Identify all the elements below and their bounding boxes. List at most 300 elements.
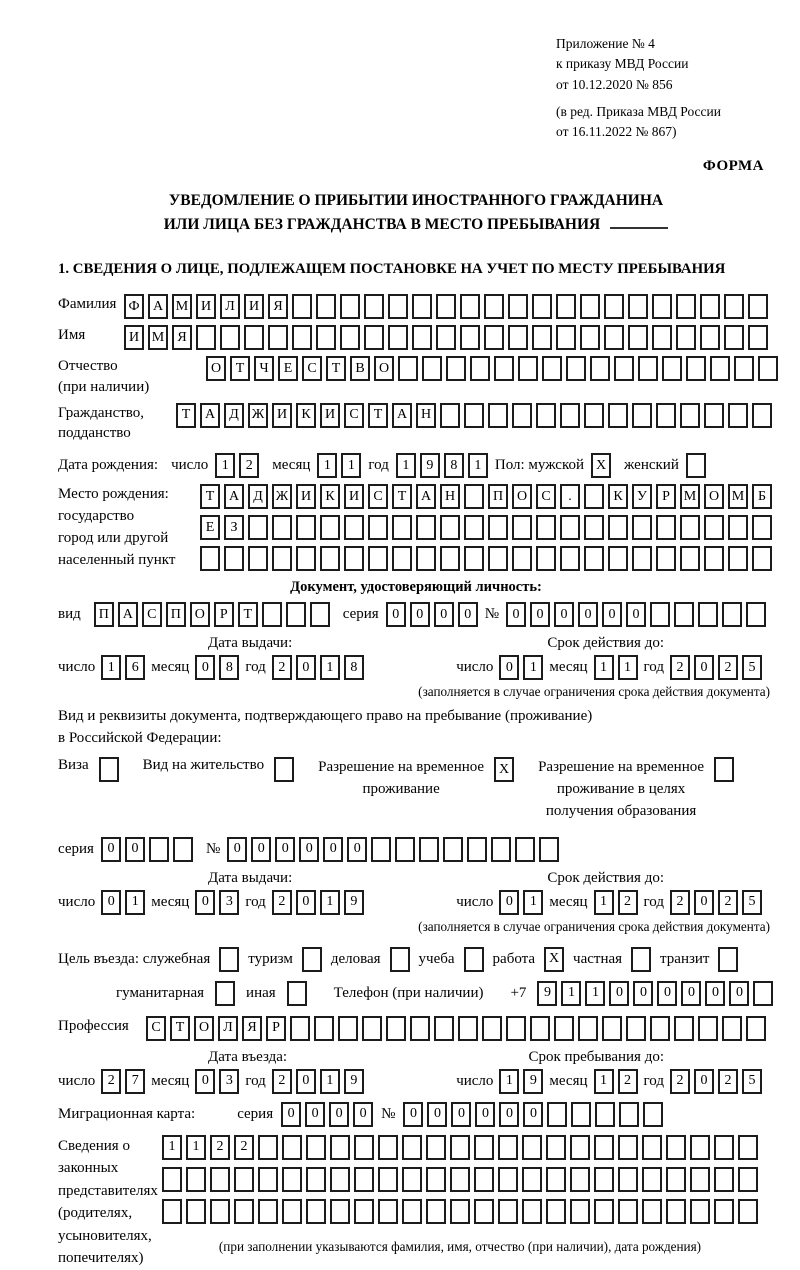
form-cell[interactable] <box>614 356 634 381</box>
form-cell[interactable]: Я <box>172 325 192 350</box>
form-cell[interactable] <box>650 1016 670 1041</box>
form-cell[interactable]: 3 <box>219 890 239 915</box>
form-cell[interactable]: 0 <box>729 981 749 1006</box>
form-cell[interactable]: М <box>172 294 192 319</box>
form-cell[interactable] <box>656 546 676 571</box>
form-cell[interactable]: Я <box>242 1016 262 1041</box>
form-cell[interactable] <box>282 1199 302 1224</box>
form-cell[interactable]: Т <box>238 602 258 627</box>
form-cell[interactable] <box>474 1199 494 1224</box>
form-cell[interactable] <box>248 546 268 571</box>
form-cell[interactable]: 2 <box>618 890 638 915</box>
form-cell[interactable]: 0 <box>299 837 319 862</box>
form-cell[interactable] <box>458 1016 478 1041</box>
form-cell[interactable]: 1 <box>594 890 614 915</box>
form-cell[interactable] <box>632 403 652 428</box>
form-cell[interactable]: 1 <box>320 1069 340 1094</box>
form-cell[interactable] <box>450 1167 470 1192</box>
form-cell[interactable] <box>162 1167 182 1192</box>
form-cell[interactable]: Т <box>392 484 412 509</box>
form-cell[interactable] <box>464 484 484 509</box>
form-cell[interactable] <box>416 515 436 540</box>
form-cell[interactable] <box>704 515 724 540</box>
form-cell[interactable] <box>714 1135 734 1160</box>
form-cell[interactable] <box>643 1102 663 1127</box>
form-cell[interactable]: X <box>494 757 514 782</box>
form-cell[interactable]: 0 <box>386 602 406 627</box>
form-cell[interactable]: И <box>320 403 340 428</box>
form-cell[interactable] <box>530 1016 550 1041</box>
form-cell[interactable]: 2 <box>272 890 292 915</box>
form-cell[interactable] <box>506 1016 526 1041</box>
form-cell[interactable]: И <box>272 403 292 428</box>
form-cell[interactable] <box>602 1016 622 1041</box>
form-cell[interactable]: И <box>244 294 264 319</box>
form-cell[interactable]: 1 <box>561 981 581 1006</box>
form-cell[interactable] <box>690 1167 710 1192</box>
form-cell[interactable]: Л <box>220 294 240 319</box>
form-cell[interactable] <box>642 1167 662 1192</box>
form-cell[interactable] <box>642 1199 662 1224</box>
form-cell[interactable] <box>378 1135 398 1160</box>
form-cell[interactable] <box>512 403 532 428</box>
form-cell[interactable] <box>650 602 670 627</box>
form-cell[interactable] <box>402 1199 422 1224</box>
form-cell[interactable]: 2 <box>670 1069 690 1094</box>
form-cell[interactable] <box>536 515 556 540</box>
form-cell[interactable]: С <box>344 403 364 428</box>
form-cell[interactable] <box>474 1135 494 1160</box>
form-cell[interactable] <box>316 325 336 350</box>
form-cell[interactable] <box>508 325 528 350</box>
form-cell[interactable]: Ч <box>254 356 274 381</box>
form-cell[interactable] <box>296 546 316 571</box>
form-cell[interactable]: Б <box>752 484 772 509</box>
form-cell[interactable] <box>656 403 676 428</box>
form-cell[interactable] <box>554 1016 574 1041</box>
form-cell[interactable] <box>674 1016 694 1041</box>
form-cell[interactable]: 9 <box>344 1069 364 1094</box>
form-cell[interactable] <box>215 981 235 1006</box>
form-cell[interactable]: Т <box>368 403 388 428</box>
form-cell[interactable]: 0 <box>530 602 550 627</box>
form-cell[interactable] <box>700 294 720 319</box>
form-cell[interactable]: 9 <box>523 1069 543 1094</box>
form-cell[interactable]: 8 <box>344 655 364 680</box>
form-cell[interactable]: 0 <box>251 837 271 862</box>
form-cell[interactable] <box>196 325 216 350</box>
form-cell[interactable] <box>570 1135 590 1160</box>
form-cell[interactable] <box>518 356 538 381</box>
form-cell[interactable] <box>618 1167 638 1192</box>
form-cell[interactable] <box>618 1199 638 1224</box>
form-cell[interactable] <box>532 325 552 350</box>
form-cell[interactable] <box>628 325 648 350</box>
form-cell[interactable] <box>410 1016 430 1041</box>
form-cell[interactable]: 0 <box>499 890 519 915</box>
form-cell[interactable]: 5 <box>742 655 762 680</box>
form-cell[interactable]: 2 <box>210 1135 230 1160</box>
form-cell[interactable] <box>608 403 628 428</box>
form-cell[interactable] <box>422 356 442 381</box>
form-cell[interactable]: 1 <box>162 1135 182 1160</box>
form-cell[interactable] <box>440 546 460 571</box>
form-cell[interactable]: 2 <box>272 1069 292 1094</box>
form-cell[interactable] <box>258 1135 278 1160</box>
form-cell[interactable] <box>608 546 628 571</box>
form-cell[interactable] <box>626 1016 646 1041</box>
form-cell[interactable] <box>547 1102 567 1127</box>
form-cell[interactable]: Л <box>218 1016 238 1041</box>
form-cell[interactable] <box>290 1016 310 1041</box>
form-cell[interactable]: 1 <box>215 453 235 478</box>
form-cell[interactable] <box>619 1102 639 1127</box>
form-cell[interactable]: О <box>194 1016 214 1041</box>
form-cell[interactable] <box>467 837 487 862</box>
form-cell[interactable] <box>652 325 672 350</box>
form-cell[interactable] <box>464 515 484 540</box>
form-cell[interactable] <box>584 515 604 540</box>
form-cell[interactable]: 5 <box>742 1069 762 1094</box>
form-cell[interactable] <box>662 356 682 381</box>
form-cell[interactable]: 0 <box>681 981 701 1006</box>
form-cell[interactable]: С <box>302 356 322 381</box>
form-cell[interactable]: У <box>632 484 652 509</box>
form-cell[interactable] <box>738 1135 758 1160</box>
form-cell[interactable]: М <box>728 484 748 509</box>
form-cell[interactable] <box>340 294 360 319</box>
form-cell[interactable] <box>316 294 336 319</box>
form-cell[interactable]: 0 <box>347 837 367 862</box>
form-cell[interactable] <box>474 1167 494 1192</box>
form-cell[interactable] <box>440 403 460 428</box>
form-cell[interactable] <box>584 484 604 509</box>
form-cell[interactable]: 0 <box>451 1102 471 1127</box>
form-cell[interactable]: О <box>512 484 532 509</box>
form-cell[interactable]: 1 <box>468 453 488 478</box>
form-cell[interactable] <box>392 515 412 540</box>
form-cell[interactable] <box>314 1016 334 1041</box>
form-cell[interactable] <box>566 356 586 381</box>
form-cell[interactable]: О <box>190 602 210 627</box>
form-cell[interactable] <box>320 546 340 571</box>
form-cell[interactable]: 0 <box>195 655 215 680</box>
form-cell[interactable]: 1 <box>320 890 340 915</box>
form-cell[interactable]: 0 <box>329 1102 349 1127</box>
form-cell[interactable] <box>560 546 580 571</box>
form-cell[interactable]: М <box>680 484 700 509</box>
form-cell[interactable]: 0 <box>101 890 121 915</box>
form-cell[interactable]: Е <box>278 356 298 381</box>
form-cell[interactable]: 1 <box>594 655 614 680</box>
form-cell[interactable] <box>718 947 738 972</box>
form-cell[interactable] <box>224 546 244 571</box>
form-cell[interactable] <box>354 1135 374 1160</box>
form-cell[interactable] <box>748 294 768 319</box>
form-cell[interactable]: 0 <box>633 981 653 1006</box>
form-cell[interactable] <box>173 837 193 862</box>
form-cell[interactable] <box>532 294 552 319</box>
form-cell[interactable] <box>436 294 456 319</box>
form-cell[interactable] <box>354 1199 374 1224</box>
form-cell[interactable] <box>632 546 652 571</box>
form-cell[interactable]: Р <box>214 602 234 627</box>
form-cell[interactable] <box>402 1167 422 1192</box>
form-cell[interactable] <box>666 1135 686 1160</box>
form-cell[interactable] <box>594 1135 614 1160</box>
form-cell[interactable]: 0 <box>657 981 677 1006</box>
form-cell[interactable] <box>631 947 651 972</box>
form-cell[interactable] <box>482 1016 502 1041</box>
form-cell[interactable] <box>488 403 508 428</box>
form-cell[interactable] <box>656 515 676 540</box>
form-cell[interactable] <box>426 1167 446 1192</box>
form-cell[interactable] <box>748 325 768 350</box>
form-cell[interactable] <box>362 1016 382 1041</box>
form-cell[interactable] <box>272 515 292 540</box>
form-cell[interactable]: 9 <box>344 890 364 915</box>
form-cell[interactable]: 2 <box>101 1069 121 1094</box>
form-cell[interactable] <box>714 757 734 782</box>
form-cell[interactable] <box>402 1135 422 1160</box>
form-cell[interactable] <box>446 356 466 381</box>
form-cell[interactable] <box>734 356 754 381</box>
form-cell[interactable]: 0 <box>195 890 215 915</box>
form-cell[interactable] <box>494 356 514 381</box>
form-cell[interactable]: Р <box>656 484 676 509</box>
form-cell[interactable] <box>258 1199 278 1224</box>
form-cell[interactable] <box>186 1167 206 1192</box>
form-cell[interactable] <box>722 602 742 627</box>
form-cell[interactable] <box>546 1135 566 1160</box>
form-cell[interactable]: 0 <box>195 1069 215 1094</box>
form-cell[interactable] <box>272 546 292 571</box>
form-cell[interactable] <box>368 515 388 540</box>
form-cell[interactable] <box>371 837 391 862</box>
form-cell[interactable] <box>728 546 748 571</box>
form-cell[interactable] <box>200 546 220 571</box>
form-cell[interactable]: 0 <box>523 1102 543 1127</box>
form-cell[interactable]: X <box>591 453 611 478</box>
form-cell[interactable] <box>508 294 528 319</box>
form-cell[interactable]: 9 <box>420 453 440 478</box>
form-cell[interactable] <box>234 1167 254 1192</box>
form-cell[interactable]: С <box>368 484 388 509</box>
form-cell[interactable] <box>746 602 766 627</box>
form-cell[interactable] <box>666 1199 686 1224</box>
form-cell[interactable] <box>498 1167 518 1192</box>
form-cell[interactable]: . <box>560 484 580 509</box>
form-cell[interactable] <box>443 837 463 862</box>
form-cell[interactable] <box>680 546 700 571</box>
form-cell[interactable]: 5 <box>742 890 762 915</box>
form-cell[interactable] <box>536 403 556 428</box>
form-cell[interactable] <box>302 947 322 972</box>
form-cell[interactable] <box>426 1199 446 1224</box>
form-cell[interactable] <box>344 546 364 571</box>
form-cell[interactable] <box>704 546 724 571</box>
form-cell[interactable]: С <box>142 602 162 627</box>
form-cell[interactable]: 0 <box>296 890 316 915</box>
form-cell[interactable] <box>604 294 624 319</box>
form-cell[interactable] <box>584 546 604 571</box>
form-cell[interactable] <box>536 546 556 571</box>
form-cell[interactable] <box>522 1199 542 1224</box>
form-cell[interactable] <box>450 1135 470 1160</box>
form-cell[interactable] <box>484 294 504 319</box>
form-cell[interactable] <box>258 1167 278 1192</box>
form-cell[interactable] <box>690 1199 710 1224</box>
form-cell[interactable] <box>388 294 408 319</box>
form-cell[interactable] <box>738 1199 758 1224</box>
form-cell[interactable] <box>162 1199 182 1224</box>
form-cell[interactable] <box>287 981 307 1006</box>
form-cell[interactable] <box>296 515 316 540</box>
form-cell[interactable]: 0 <box>296 1069 316 1094</box>
form-cell[interactable] <box>388 325 408 350</box>
form-cell[interactable]: 8 <box>444 453 464 478</box>
form-cell[interactable] <box>434 1016 454 1041</box>
form-cell[interactable]: 0 <box>353 1102 373 1127</box>
form-cell[interactable] <box>330 1167 350 1192</box>
form-cell[interactable] <box>390 947 410 972</box>
form-cell[interactable] <box>440 515 460 540</box>
form-cell[interactable] <box>556 294 576 319</box>
form-cell[interactable] <box>244 325 264 350</box>
form-cell[interactable] <box>752 403 772 428</box>
form-cell[interactable]: 0 <box>410 602 430 627</box>
form-cell[interactable] <box>570 1199 590 1224</box>
form-cell[interactable]: 0 <box>694 890 714 915</box>
form-cell[interactable] <box>686 356 706 381</box>
form-cell[interactable]: Я <box>268 294 288 319</box>
form-cell[interactable] <box>674 602 694 627</box>
form-cell[interactable] <box>364 294 384 319</box>
form-cell[interactable] <box>149 837 169 862</box>
form-cell[interactable] <box>642 1135 662 1160</box>
form-cell[interactable]: 0 <box>705 981 725 1006</box>
form-cell[interactable] <box>722 1016 742 1041</box>
form-cell[interactable]: 1 <box>618 655 638 680</box>
form-cell[interactable]: А <box>224 484 244 509</box>
form-cell[interactable] <box>590 356 610 381</box>
form-cell[interactable]: А <box>148 294 168 319</box>
form-cell[interactable] <box>758 356 778 381</box>
form-cell[interactable] <box>292 325 312 350</box>
form-cell[interactable] <box>546 1167 566 1192</box>
form-cell[interactable] <box>580 294 600 319</box>
form-cell[interactable]: 0 <box>434 602 454 627</box>
form-cell[interactable]: 1 <box>585 981 605 1006</box>
form-cell[interactable]: 2 <box>718 1069 738 1094</box>
form-cell[interactable] <box>714 1199 734 1224</box>
form-cell[interactable]: Т <box>326 356 346 381</box>
form-cell[interactable] <box>464 403 484 428</box>
form-cell[interactable] <box>604 325 624 350</box>
form-cell[interactable]: 0 <box>458 602 478 627</box>
form-cell[interactable] <box>515 837 535 862</box>
form-cell[interactable]: 2 <box>718 890 738 915</box>
form-cell[interactable] <box>416 546 436 571</box>
form-cell[interactable]: О <box>374 356 394 381</box>
form-cell[interactable] <box>753 981 773 1006</box>
form-cell[interactable]: 0 <box>499 1102 519 1127</box>
form-cell[interactable]: 0 <box>626 602 646 627</box>
form-cell[interactable] <box>608 515 628 540</box>
form-cell[interactable]: 0 <box>475 1102 495 1127</box>
form-cell[interactable] <box>306 1167 326 1192</box>
form-cell[interactable] <box>680 403 700 428</box>
form-cell[interactable]: 0 <box>125 837 145 862</box>
form-cell[interactable]: И <box>196 294 216 319</box>
form-cell[interactable]: З <box>224 515 244 540</box>
form-cell[interactable] <box>398 356 418 381</box>
form-cell[interactable] <box>484 325 504 350</box>
form-cell[interactable]: 1 <box>320 655 340 680</box>
form-cell[interactable]: 0 <box>101 837 121 862</box>
form-cell[interactable]: 2 <box>618 1069 638 1094</box>
form-cell[interactable]: 0 <box>578 602 598 627</box>
form-cell[interactable]: М <box>148 325 168 350</box>
form-cell[interactable] <box>595 1102 615 1127</box>
form-cell[interactable]: X <box>544 947 564 972</box>
form-cell[interactable] <box>292 294 312 319</box>
form-cell[interactable]: Ж <box>272 484 292 509</box>
form-cell[interactable]: Т <box>176 403 196 428</box>
form-cell[interactable]: К <box>296 403 316 428</box>
form-cell[interactable]: 0 <box>305 1102 325 1127</box>
form-cell[interactable]: 0 <box>323 837 343 862</box>
form-cell[interactable] <box>676 325 696 350</box>
form-cell[interactable] <box>594 1167 614 1192</box>
form-cell[interactable] <box>282 1135 302 1160</box>
form-cell[interactable]: И <box>344 484 364 509</box>
form-cell[interactable]: Н <box>440 484 460 509</box>
form-cell[interactable]: А <box>200 403 220 428</box>
form-cell[interactable] <box>219 947 239 972</box>
form-cell[interactable]: Д <box>248 484 268 509</box>
form-cell[interactable] <box>274 757 294 782</box>
form-cell[interactable] <box>539 837 559 862</box>
form-cell[interactable] <box>512 515 532 540</box>
form-cell[interactable]: 3 <box>219 1069 239 1094</box>
form-cell[interactable] <box>488 515 508 540</box>
form-cell[interactable] <box>698 602 718 627</box>
form-cell[interactable] <box>690 1135 710 1160</box>
form-cell[interactable] <box>724 325 744 350</box>
form-cell[interactable] <box>210 1167 230 1192</box>
form-cell[interactable] <box>99 757 119 782</box>
form-cell[interactable] <box>698 1016 718 1041</box>
form-cell[interactable]: 6 <box>125 655 145 680</box>
form-cell[interactable] <box>450 1199 470 1224</box>
form-cell[interactable] <box>728 403 748 428</box>
form-cell[interactable]: 2 <box>272 655 292 680</box>
form-cell[interactable] <box>578 1016 598 1041</box>
form-cell[interactable]: 1 <box>341 453 361 478</box>
form-cell[interactable]: Н <box>416 403 436 428</box>
form-cell[interactable] <box>488 546 508 571</box>
form-cell[interactable]: 2 <box>718 655 738 680</box>
form-cell[interactable] <box>286 602 306 627</box>
form-cell[interactable] <box>728 515 748 540</box>
form-cell[interactable] <box>491 837 511 862</box>
form-cell[interactable]: 1 <box>125 890 145 915</box>
form-cell[interactable]: Т <box>230 356 250 381</box>
form-cell[interactable] <box>460 325 480 350</box>
form-cell[interactable] <box>632 515 652 540</box>
form-cell[interactable] <box>522 1135 542 1160</box>
